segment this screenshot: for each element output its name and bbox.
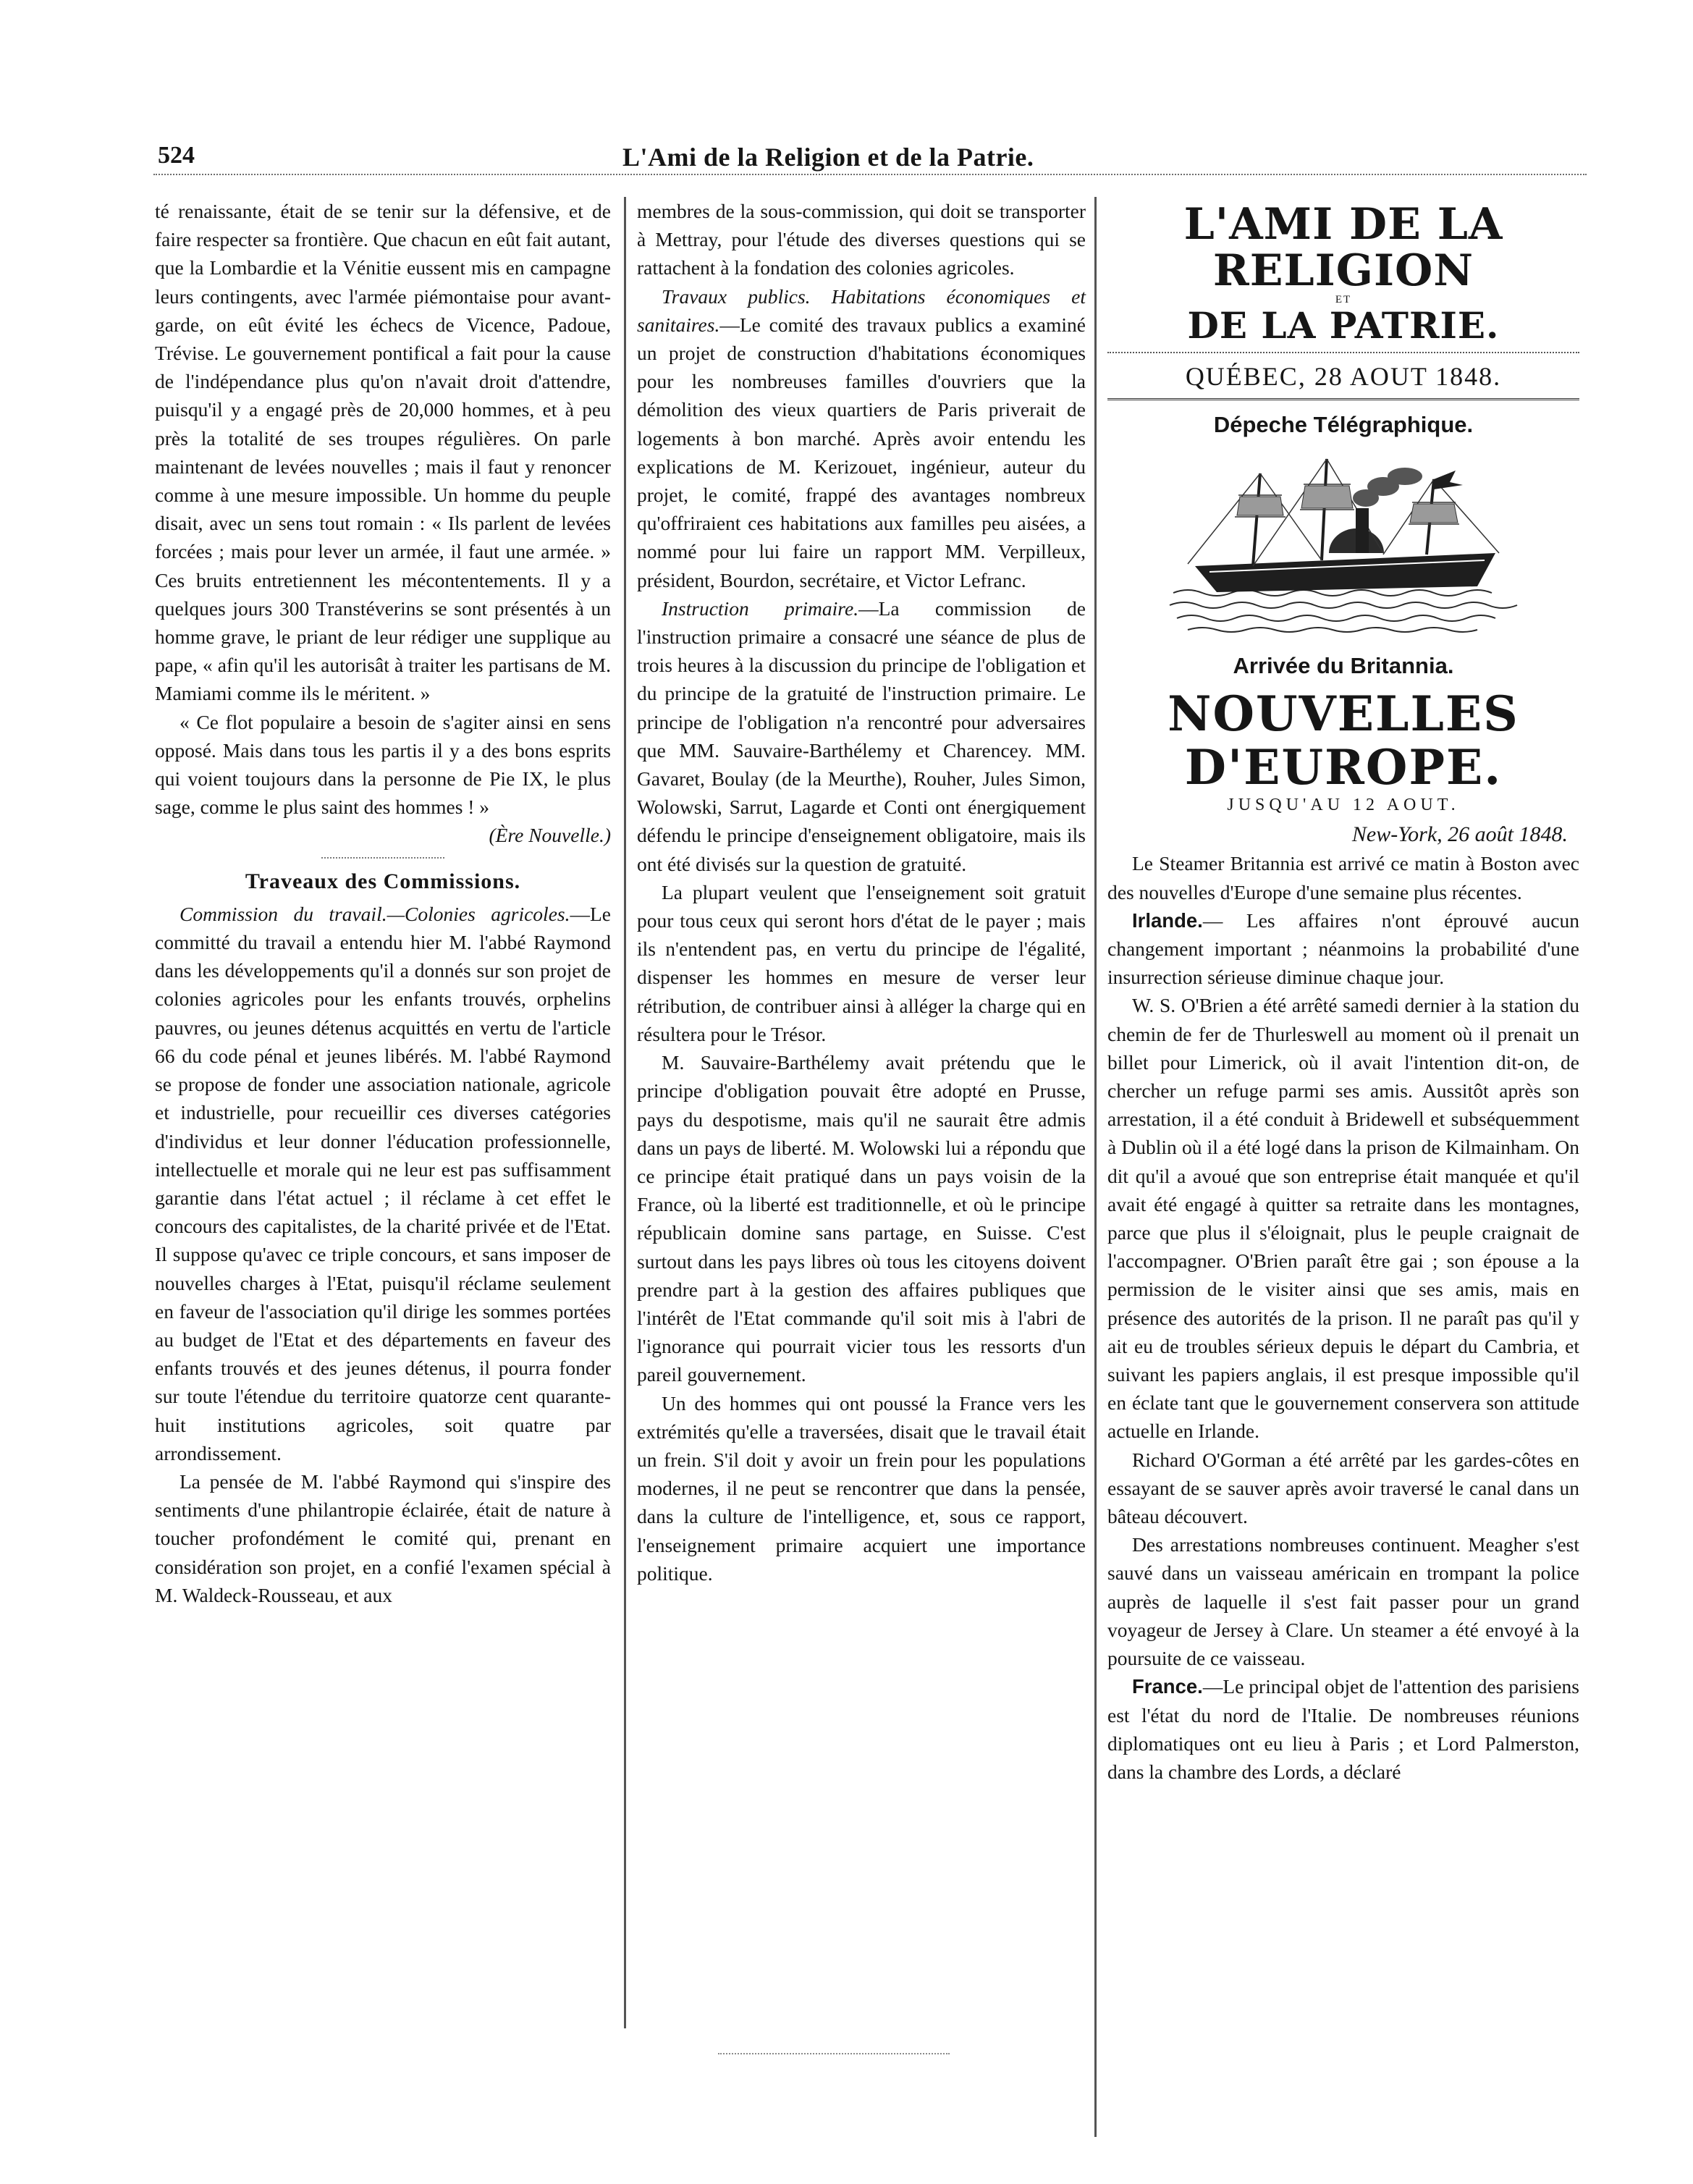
paragraph-body: —Le comité des travaux publics a examiné un projet de construction d'habitations économiques pour les nombreuses familles d'ouvriers que la démolition des vieux quartiers de Paris priverait de logements à bon marché. Après avoir entendu les explications de M. Kerizouet, ingénieur, auteur du projet, le comité, frappé des avantages nombreux qu'offriraient ces habitations aux familles peu aisées, a nommé pour lui faire un rapport MM. Verpilleux, président, Bourdon, secrétaire, et Victor Lefranc. bbox=[637, 313, 1086, 591]
column-rule-left bbox=[624, 197, 626, 2028]
section-separator bbox=[321, 857, 444, 859]
column-end-separator bbox=[718, 2053, 950, 2054]
running-title: L'Ami de la Religion et de la Patrie. bbox=[622, 143, 1034, 172]
article-paragraph bbox=[1107, 906, 1579, 992]
article-paragraph: Richard O'Gorman a été arrêté par les gardes-côtes en essayant de se sauver après avoir traversé le canal dans un bâteau découvert. bbox=[1107, 1448, 1579, 1528]
masthead-line-1: L'AMI DE LA RELIGION bbox=[1183, 199, 1503, 296]
arrival-title: Arrivée du Britannia. bbox=[1233, 653, 1454, 679]
header-rule bbox=[153, 174, 1587, 177]
paragraph-body: — Les affaires n'ont éprouvé aucun changement important ; néanmoins la probabilité d'une insurrection sérieuse diminue chaque jour. bbox=[1107, 908, 1579, 989]
news-headline: NOUVELLES D'EUROPE. bbox=[1168, 686, 1519, 796]
paragraph-lead: Travaux publics. Habitations économiques et sanitaires. bbox=[637, 284, 1086, 336]
column-1 bbox=[155, 197, 611, 1609]
column-2 bbox=[637, 197, 1086, 1588]
article-paragraph bbox=[637, 594, 1086, 878]
dateline-rule bbox=[1107, 398, 1579, 400]
country-lead: Irlande. bbox=[1132, 908, 1203, 932]
news-dateline: New-York, 26 août 1848. bbox=[1351, 822, 1568, 847]
article-paragraph bbox=[155, 900, 611, 1467]
article-paragraph: La pensée de M. l'abbé Raymond qui s'inspire des sentiments d'une philantropie éclairée, était de nature à toucher profondément le comité qui, prenant en considération son projet, en a confié l'examen spécial à M. Waldeck-Rousseau, et aux bbox=[155, 1470, 611, 1606]
paragraph-body: —Le committé du travail a entendu hier M. l'abbé Raymond dans les développements qu'il a donnés sur son projet de colonies agricoles pour les enfants trouvés, orphelins pauvres, ou jeunes détenus acquittés en vertu de l'article 66 du code pénal et jeunes libérés. M. l'abbé Raymond se propose de fonder une association nationale, agricole et industrielle, pour recueillir ces diverses catégories d'individus et leur donner l'éducation professionnelle, intellectuelle et morale qui ne leur est pas suffisamment garantie dans l'état actuel ; il réclame à cet effet le concours des capitalistes, de la charité privée et de l'Etat. Il suppose qu'avec ce triple concours, et sans imposer de nouvelles charges à l'Etat, puisqu'il réclame seulement en faveur de l'association qu'il dirige les sommes portées au budget de l'Etat et des départements en faveur des enfants trouvés et des jeunes détenus, il pourra fonder sur toute l'étendue du territoire quatorze cent quarante-huit institutions agricoles, soit quatre par arrondissement. bbox=[155, 902, 611, 1464]
article-paragraph: membres de la sous-commission, qui doit se transporter à Mettray, pour l'étude des diverses questions qui se rattachent à la fondation des colonies agricoles. bbox=[637, 200, 1086, 279]
news-until-line: JUSQU'AU 12 AOUT. bbox=[1227, 796, 1460, 815]
masthead-line-2: DE LA PATRIE. bbox=[1187, 304, 1500, 347]
article-paragraph bbox=[637, 282, 1086, 594]
page-number: 524 bbox=[158, 142, 195, 169]
article-paragraph: Un des hommes qui ont poussé la France vers les extrémités qu'elle a traversées, disait que le travail était un frein. S'il doit y avoir un frein pour les populations modernes, il ne peut se rencontrer que dans la pensée, dans la culture de l'intelligence, et, sous ce rapport, l'enseignement primaire acquiert une importance politique. bbox=[637, 1391, 1086, 1585]
article-paragraph: M. Sauvaire-Barthélemy avait prétendu que le principe d'obligation pouvait être adopté en Prusse, pays du despotisme, mais qu'il ne saurait être admis dans un pays de liberté. M. Wolowski lui a répondu que ce principe était pratiqué dans un pays voisin de la France, où la liberté est traditionnelle, et où le principe républicain domine sans partage, en Suisse. C'est surtout dans les pays libres où tous les citoyens doivent prendre part à la gestion des affaires publiques que l'intérêt de l'Etat commande qu'il soit mis à l'abri de l'ignorance qui pourrait vicier tous les ressorts d'un pareil gouvernement. bbox=[637, 1051, 1086, 1386]
country-lead: France. bbox=[1132, 1675, 1203, 1698]
column-3 bbox=[1107, 197, 1579, 1786]
paragraph-body: —La commission de l'instruction primaire a consacré une séance de plus de trois heures à la discussion du principe de l'obligation et du principe de la gratuité de l'instruction primaire. Le principe de l'obligation n'a rencontré pour adversaires que MM. Sauvaire-Barthélemy et Charencey. MM. Gavaret, Boulay (de la Meurthe), Rouher, Jules Simon, Wolowski, Sarrut, Lagarde et Conti ont énergiquement défendu le principe d'enseignement obligatoire, mais ils ont été divisés sur la question de gratuité. bbox=[637, 596, 1086, 875]
column-rule-right bbox=[1094, 197, 1097, 2137]
article-paragraph: té renaissante, était de se tenir sur la défensive, et de faire respecter sa frontière. Que chacun en eût fait autant, que la Lombardie et la Vénitie eussent mis en campagne leurs contingents, avec l'armée piémontaise pour avant-garde, on eût évité les échecs de Vicence, Padoue, Trévise. Le gouvernement pontifical a fait pour la cause de l'indépendance plus qu'on n'avait droit d'attendre, puisqu'il y a engagé près de 20,000 hommes, et à peu près la totalité de ses troupes régulières. On parle maintenant de levées nouvelles ; mais il faut y renoncer comme à une mesure impossible. Un homme du peuple disait, avec un sens tout romain : « Ils parlent de levées forcées ; mais pour lever un armée, il faut une armée. » Ces bruits entretiennent les mécontentements. Il y a quelques jours 300 Transtéverins se sont présentés à un homme grave, le priant de leur rédiger une supplique au pape, « afin qu'il les autorisât à traiter les partisans de M. Mamiami comme ils le méritent. » bbox=[155, 200, 611, 705]
masthead-rule bbox=[1107, 352, 1579, 353]
article-paragraph: W. S. O'Brien a été arrêté samedi dernier à la station du chemin de fer de Thurleswell au moment où il prenait un billet pour Limerick, où il avait l'intention dit-on, de chercher un refuge parmi ses amis. Aussitôt après son arrestation, il a été conduit à Bridewell et subséquemment à Dublin où il a été logé dans la prison de Kilmainham. On dit qu'il a avoué que son entreprise était manquée et qu'il avait été engagé à quitter sa retraite dans les montagnes, parce que plus il s'éloignait, plus le peuple craignait de l'accompagner. O'Brien paraît être gai ; son épouse a la permission de le visiter ainsi que ses amis, mais en présence des autorités de la prison. Il ne paraît pas qu'il y ait eu de troubles sérieux depuis le départ du Cambria, et suivant les papiers anglais, il est presque impossible qu'il en éclate tant que le gouvernement conservera son attitude actuelle en Irlande. bbox=[1107, 994, 1579, 1443]
article-paragraph: Des arrestations nombreuses continuent. Meagher s'est sauvé dans un vaisseau américain en trompant la police auprès de laquelle il s'est fait passer pour un grand voyageur de Jersey à Clare. Un steamer a été envoyé à la poursuite de ce vaisseau. bbox=[1107, 1533, 1579, 1670]
article-paragraph: « Ce flot populaire a besoin de s'agiter ainsi en sens opposé. Mais dans tous les partis il y a des bons esprits qui voient toujours dans la personne de Pie IX, le plus sage, comme le plus saint des hommes ! » bbox=[155, 710, 611, 819]
section-title: Traveaux des Commissions. bbox=[245, 869, 521, 893]
article-source: (Ère Nouvelle.) bbox=[489, 824, 611, 847]
paragraph-lead: Commission du travail.—Colonies agricoles. bbox=[180, 902, 570, 925]
paragraph-lead: Instruction primaire. bbox=[662, 596, 859, 620]
steamship-illustration bbox=[1166, 444, 1521, 640]
dateline: QUÉBEC, 28 AOUT 1848. bbox=[1185, 362, 1502, 391]
masthead-et: ET bbox=[1335, 294, 1352, 305]
paragraph-body: —Le principal objet de l'attention des parisiens est l'état du nord de l'Italie. De nombreuses réunions diplomatiques ont eu lieu à Paris ; et Lord Palmerston, dans la chambre des Lords, a déclaré bbox=[1107, 1675, 1579, 1783]
dispatch-title: Dépeche Télégraphique. bbox=[1213, 412, 1474, 437]
steamship-engraving-icon bbox=[1166, 444, 1521, 640]
article-paragraph bbox=[1107, 1672, 1579, 1786]
article-paragraph: La plupart veulent que l'enseignement soit gratuit pour tous ceux qui seront hors d'état de le payer ; mais ils n'entendent pas, en vertu du principe de l'égalité, dispenser les hommes en mesure de verser leur rétribution, de contribuer ainsi à alléger la charge qui en résultera pour le Trésor. bbox=[637, 880, 1086, 1045]
article-paragraph: Le Steamer Britannia est arrivé ce matin à Boston avec des nouvelles d'Europe d'une semaine plus récentes. bbox=[1107, 852, 1579, 903]
